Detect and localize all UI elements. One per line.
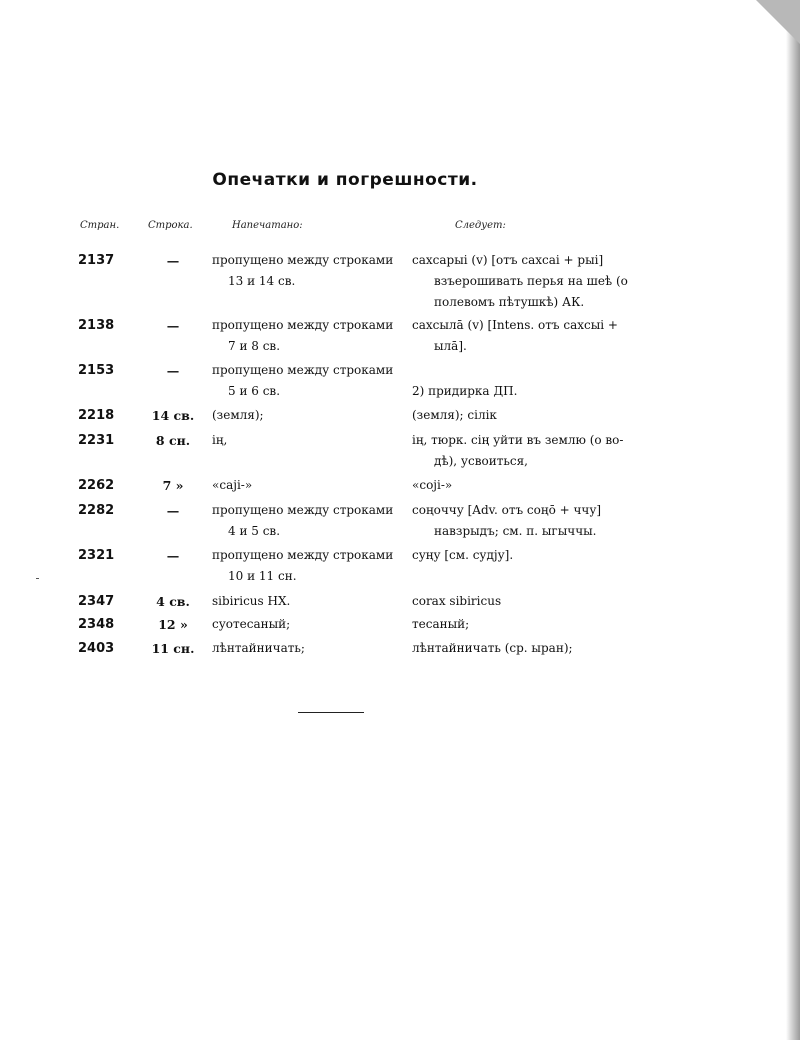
- cell-text: лѣнтайничать (ср. ыран);: [412, 641, 573, 655]
- cell-printed: [212, 315, 394, 357]
- cell-text: лѣнтайничать;: [212, 641, 305, 655]
- cell-page: 2321: [78, 548, 115, 563]
- header-should: Следует:: [455, 220, 506, 231]
- header-printed: Напечатано:: [232, 220, 303, 231]
- cell-text: corax sibiricus: [412, 594, 502, 608]
- cell-printed: [212, 250, 394, 292]
- cell-text: 10 и 11 сн.: [228, 569, 297, 583]
- cell-text: (земля);: [212, 408, 264, 422]
- cell-text: пропущено между строками: [212, 503, 394, 517]
- cell-text: ылā].: [434, 339, 467, 353]
- scan-speck: [36, 578, 39, 579]
- cell-text: ің, тюрк. сің уйти въ землю (о во-: [412, 433, 624, 447]
- cell-line: 8 сн.: [155, 433, 191, 448]
- cell-printed: [212, 545, 394, 587]
- cell-text: 13 и 14 св.: [228, 274, 296, 288]
- cell-page: 2282: [78, 503, 115, 518]
- cell-text: соңоччу [Adv. отъ соңō + ччу]: [412, 503, 602, 517]
- cell-page: 2218: [78, 408, 115, 423]
- header-line: Строка.: [148, 220, 193, 231]
- cell-text: тесаный;: [412, 617, 470, 631]
- cell-page: 2347: [78, 594, 115, 609]
- cell-should: [412, 614, 627, 635]
- cell-line: 14 св.: [151, 408, 195, 423]
- cell-should: [412, 315, 627, 357]
- cell-text: дѣ), усвоиться,: [434, 454, 528, 468]
- cell-should: [412, 591, 627, 612]
- cell-should: [412, 500, 627, 542]
- cell-should: [412, 475, 627, 496]
- cell-text: пропущено между строками: [212, 363, 394, 377]
- header-page: Стран.: [80, 220, 120, 231]
- cell-line: —: [166, 503, 180, 518]
- cell-should: [412, 638, 627, 659]
- cell-text: навзрыдъ; см. п. ыгыччы.: [434, 524, 597, 538]
- cell-printed: [212, 360, 394, 402]
- cell-printed: [212, 591, 394, 612]
- cell-page: 2403: [78, 641, 115, 656]
- page-edge-shadow: [786, 0, 800, 1040]
- closing-rule: [298, 712, 364, 713]
- cell-line: —: [166, 363, 180, 378]
- cell-text: сахсылā (v) [Intens. отъ сахсыі +: [412, 318, 618, 332]
- cell-text: 7 и 8 св.: [228, 339, 281, 353]
- cell-line: 7 »: [162, 478, 184, 493]
- cell-text: полевомъ пѣтушкѣ) АК.: [434, 295, 585, 309]
- cell-printed: [212, 500, 394, 542]
- cell-page: 2153: [78, 363, 115, 378]
- cell-printed: [212, 430, 394, 451]
- cell-text: 4 и 5 св.: [228, 524, 281, 538]
- page-title: Опечатки и погрешности.: [212, 170, 478, 190]
- cell-should: [412, 360, 627, 402]
- cell-text: (земля); сiлiк: [412, 408, 497, 422]
- page-corner-fold: [756, 0, 800, 44]
- cell-text: 2) придирка ДП.: [412, 384, 518, 398]
- cell-line: 12 »: [158, 617, 188, 632]
- cell-page: 2262: [78, 478, 115, 493]
- cell-text: [412, 360, 627, 381]
- cell-text: «соjі-»: [412, 478, 453, 492]
- cell-printed: [212, 475, 394, 496]
- cell-text: ің,: [212, 433, 228, 447]
- cell-line: —: [166, 253, 180, 268]
- cell-text: пропущено между строками: [212, 548, 394, 562]
- cell-printed: [212, 638, 394, 659]
- cell-printed: [212, 405, 394, 426]
- cell-line: 4 св.: [156, 594, 190, 609]
- cell-should: [412, 405, 627, 426]
- cell-text: 5 и 6 св.: [228, 384, 281, 398]
- cell-text: sibiricus НХ.: [212, 594, 291, 608]
- cell-line: 11 сн.: [151, 641, 195, 656]
- cell-text: суотесаный;: [212, 617, 291, 631]
- cell-text: взъерошивать перья на шеѣ (о: [434, 274, 628, 288]
- cell-should: [412, 430, 627, 472]
- cell-text: пропущено между строками: [212, 253, 394, 267]
- cell-printed: [212, 614, 394, 635]
- cell-should: [412, 250, 627, 313]
- cell-page: 2138: [78, 318, 115, 333]
- cell-page: 2137: [78, 253, 115, 268]
- cell-page: 2348: [78, 617, 115, 632]
- cell-text: «саjі-»: [212, 478, 253, 492]
- cell-text: сахсарыі (v) [отъ сахсаі + рыі]: [412, 253, 604, 267]
- cell-text: суңу [см. судjу].: [412, 548, 514, 562]
- cell-line: —: [166, 318, 180, 333]
- cell-text: пропущено между строками: [212, 318, 394, 332]
- cell-should: [412, 545, 627, 566]
- cell-line: —: [166, 548, 180, 563]
- cell-page: 2231: [78, 433, 115, 448]
